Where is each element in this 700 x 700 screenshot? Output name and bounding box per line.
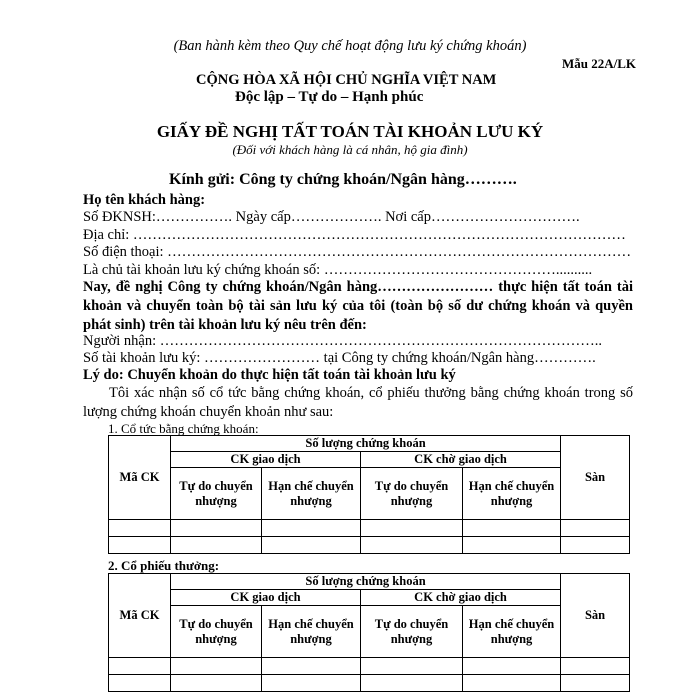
table-cell[interactable] [171,658,262,675]
col-restricted-header: Hạn chế chuyển nhượng [262,468,361,520]
table-cell[interactable] [109,658,171,675]
table-cell[interactable] [361,675,463,692]
table-cell[interactable] [109,537,171,554]
customer-name-label: Họ tên khách hàng: [83,192,206,208]
col-trading-header: CK giao dịch [171,590,361,606]
col-pending-header: CK chờ giao dịch [361,590,561,606]
table-cell[interactable] [561,520,630,537]
table-row [109,520,630,537]
col-code-header: Mã CK [109,436,171,520]
table-cell[interactable] [561,537,630,554]
col-trading-header: CK giao dịch [171,452,361,468]
table-cell[interactable] [109,675,171,692]
table-cell[interactable] [463,658,561,675]
table-cell[interactable] [361,537,463,554]
request-paragraph: Nay, đề nghị Công ty chứng khoán/Ngân hàng…………………… thực hiện tất toán tài khoản và chuyển toàn bộ tài sản lưu ký của tôi (toàn bộ số dư chứng khoán và quyền phát sinh) trên tài khoản lưu ký nêu trên đến: [83,279,633,333]
col-free-header: Tự do chuyển nhượng [171,468,262,520]
nation-heading: CỘNG HÒA XÃ HỘI CHỦ NGHĨA VIỆT NAM [196,72,497,88]
motto: Độc lập – Tự do – Hạnh phúc [235,89,424,105]
col-restricted-pending-header: Hạn chế chuyển nhượng [463,606,561,658]
recipient-line: Người nhận: ……………………………………………………………………………….. [83,333,602,349]
dividend-table [108,435,630,554]
addressee: Kính gửi: Công ty chứng khoán/Ngân hàng………. [169,171,517,188]
col-code-header: Mã CK [109,574,171,658]
reason-line: Lý do: Chuyển khoản do thực hiện tất toán tài khoản lưu ký [83,367,456,383]
address-line: Địa chỉ: ………………………………………………………………………………………… [83,227,626,243]
table-cell[interactable] [171,537,262,554]
col-exchange-header: Sàn [561,574,630,658]
table-cell[interactable] [561,675,630,692]
table-cell[interactable] [463,537,561,554]
table-cell[interactable] [361,658,463,675]
table-cell[interactable] [262,520,361,537]
col-qty-header: Số lượng chứng khoán [171,574,561,590]
table-cell[interactable] [109,520,171,537]
col-pending-header: CK chờ giao dịch [361,452,561,468]
page-title: GIẤY ĐỀ NGHỊ TẤT TOÁN TÀI KHOẢN LƯU KÝ [156,122,544,141]
confirm-paragraph: Tôi xác nhận số cổ tức bằng chứng khoán, cổ phiếu thưởng bằng chứng khoán trong số lượng chứng khoán chuyển khoản như sau: [83,385,633,420]
table-cell[interactable] [463,675,561,692]
table-cell[interactable] [262,658,361,675]
section-dividend-title: 1. Cổ tức bằng chứng khoán: [108,421,259,436]
col-free-pending-header: Tự do chuyển nhượng [361,606,463,658]
table-cell[interactable] [262,675,361,692]
id-line: Số ĐKNSH:……………. Ngày cấp………………. Nơi cấp…………………………. [83,209,580,225]
table-cell[interactable] [171,675,262,692]
bonus-share-table [108,573,630,692]
col-restricted-pending-header: Hạn chế chuyển nhượng [463,468,561,520]
table-cell[interactable] [361,520,463,537]
phone-line: Số điện thoại: …………………………………………………………………………………… [83,244,632,260]
col-restricted-header: Hạn chế chuyển nhượng [262,606,361,658]
table-cell[interactable] [463,520,561,537]
table-row [109,537,630,554]
table-row [109,658,630,675]
col-free-pending-header: Tự do chuyển nhượng [361,468,463,520]
col-exchange-header: Sàn [561,436,630,520]
issued-note: (Ban hành kèm theo Quy chế hoạt động lưu ký chứng khoán) [173,38,527,54]
account-owner-line: Là chủ tài khoản lưu ký chứng khoán số: ………………………………………….......... [83,262,593,278]
table-cell[interactable] [561,658,630,675]
section-bonus-title: 2. Cổ phiếu thưởng: [108,558,220,573]
page-subtitle: (Đối với khách hàng là cá nhân, hộ gia đình) [232,142,468,157]
recipient-account-line: Số tài khoản lưu ký: …………………… tại Công ty chứng khoán/Ngân hàng…………. [83,350,596,366]
table-cell[interactable] [171,520,262,537]
table-cell[interactable] [262,537,361,554]
col-free-header: Tự do chuyển nhượng [171,606,262,658]
table-row [109,675,630,692]
form-code: Mẫu 22A/LK [562,56,637,71]
col-qty-header: Số lượng chứng khoán [171,436,561,452]
